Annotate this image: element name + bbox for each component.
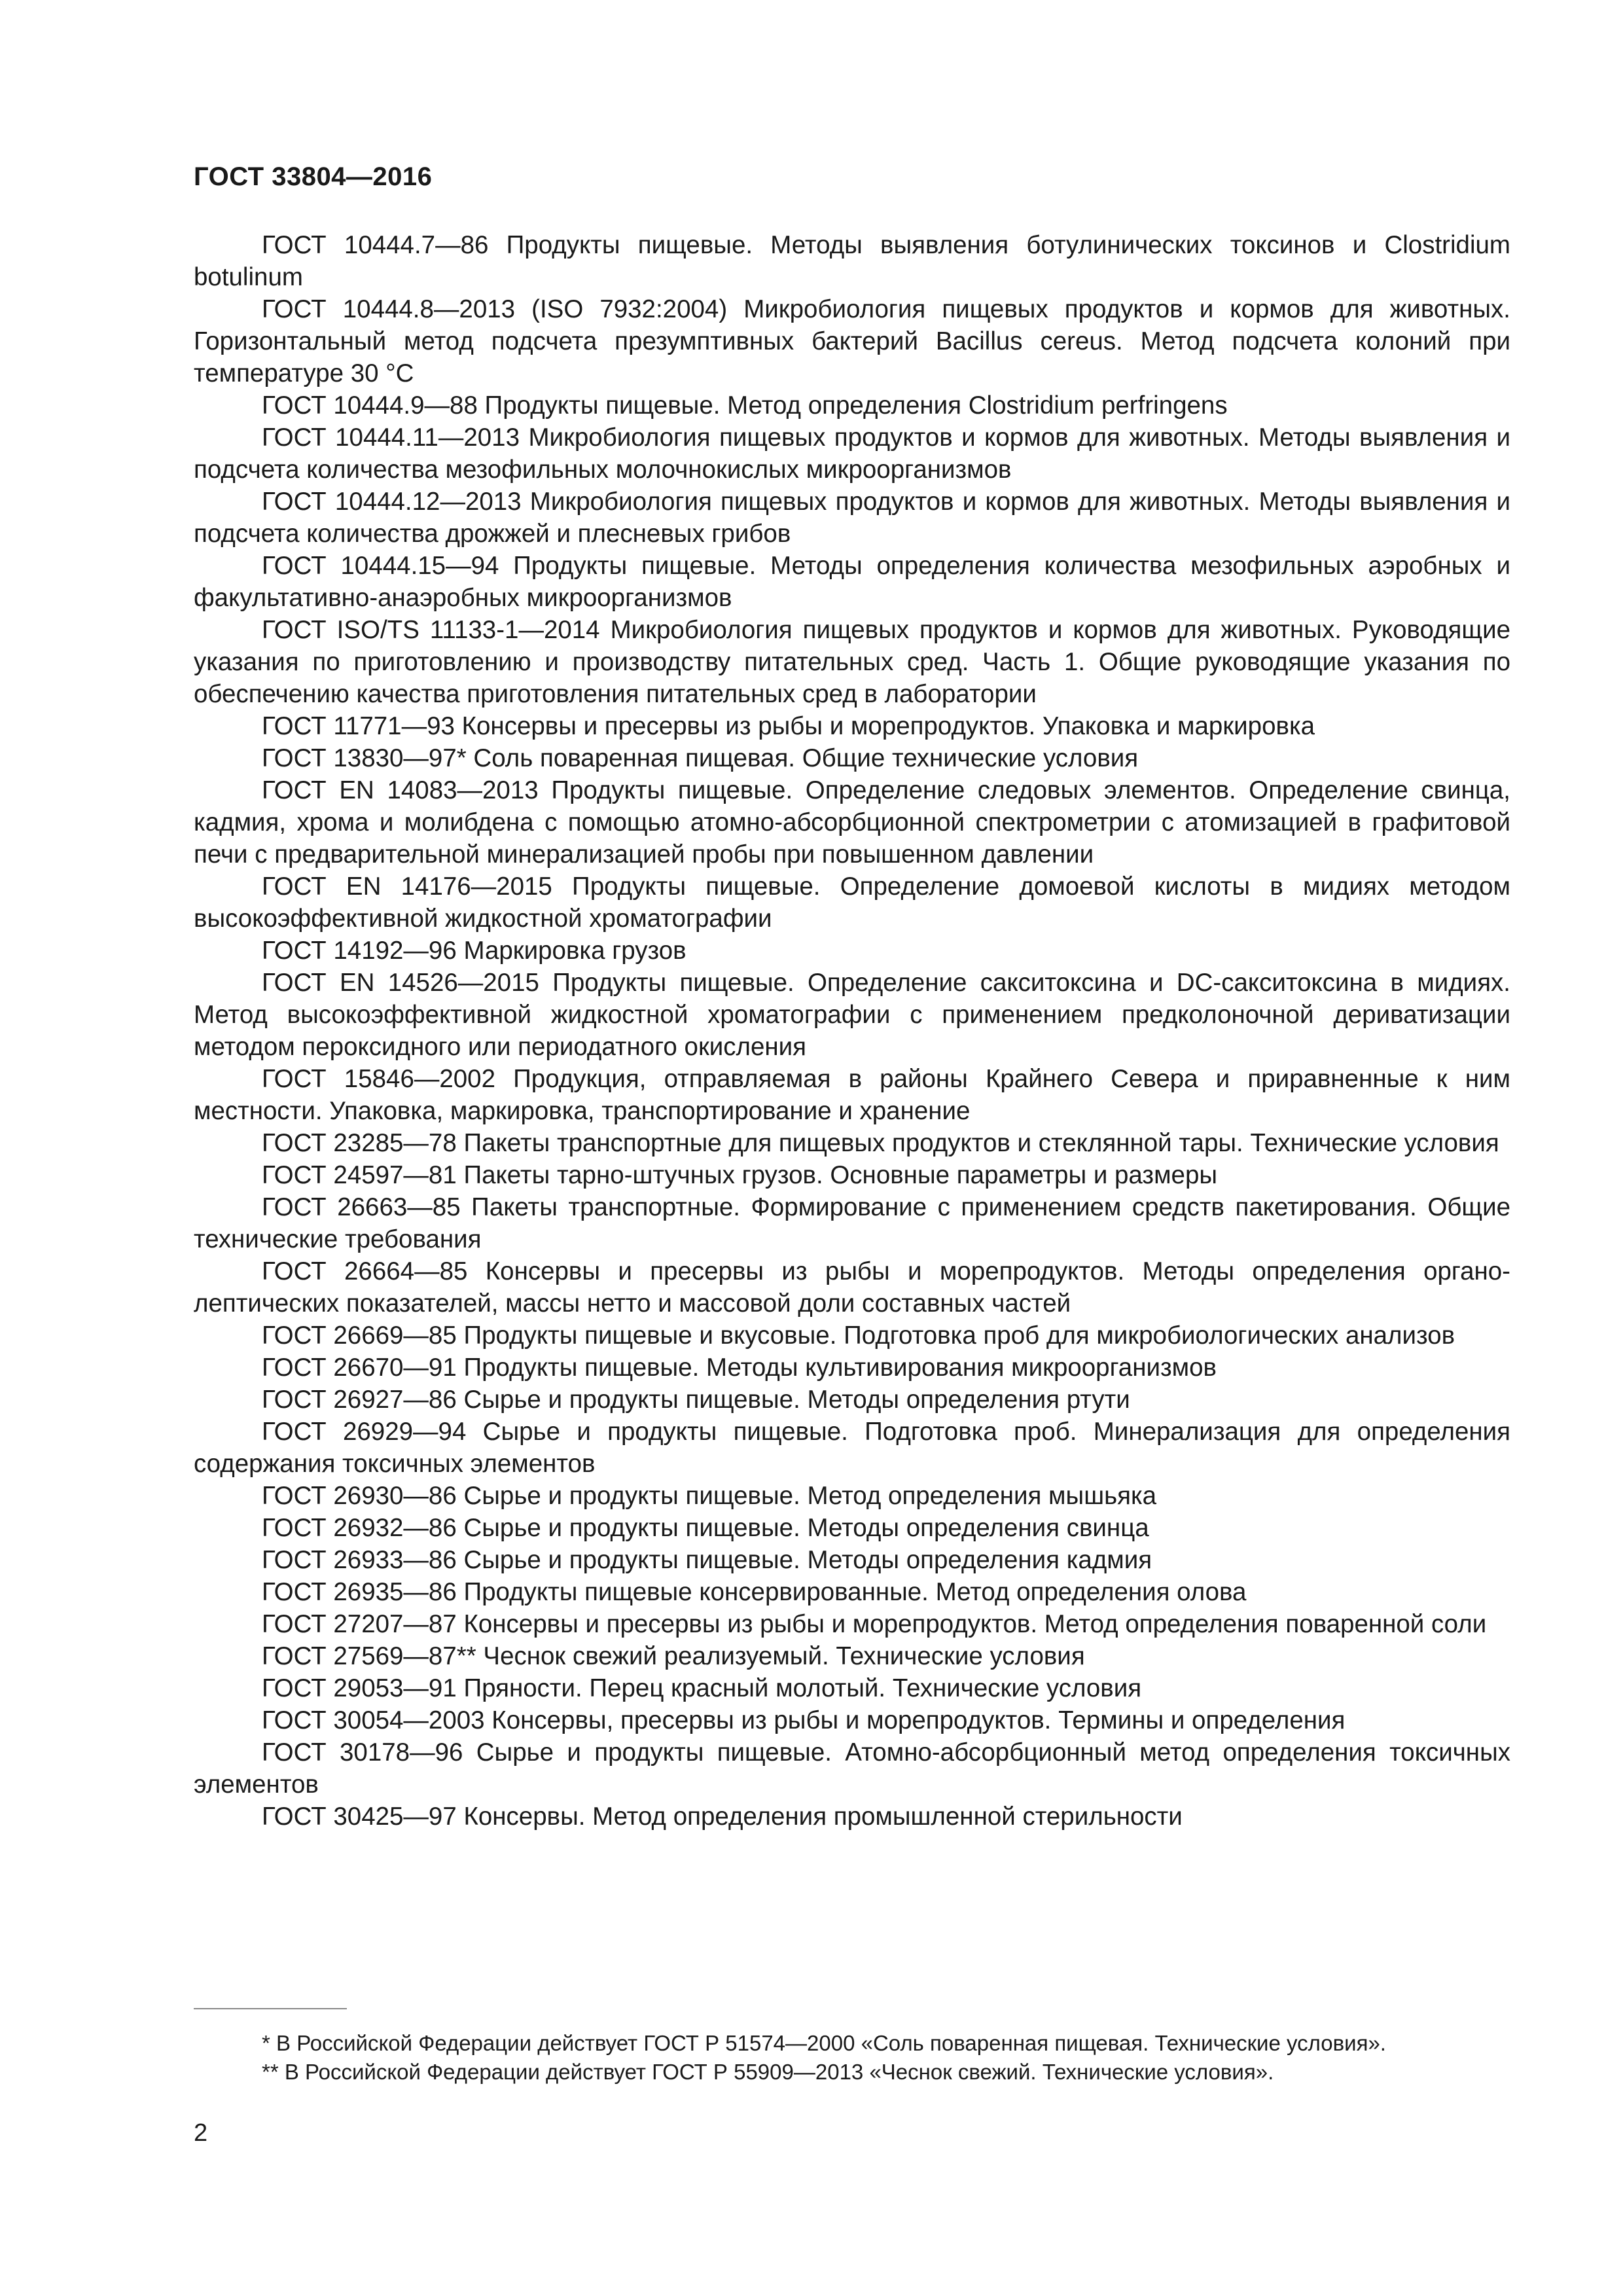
page-number: 2 — [194, 2119, 208, 2147]
reference-item: ГОСТ 10444.9—88 Продукты пищевые. Метод определения Clostridium perfringens — [262, 391, 1228, 420]
reference-item: ГОСТ 26932—86 Сырье и продукты пищевые. Методы определения свинца — [262, 1514, 1149, 1542]
reference-item: ГОСТ EN 14083—2013 Продукты пищевые. Определение следовых элементов. Определение свинца, кадмия, хрома и молибдена с помощью атомно-абсорбционной спектрометрии с атомизацией в графитовой печи с предварительной минерализацией пробы при повышенном давлении — [194, 776, 1510, 869]
reference-item: ГОСТ 30425—97 Консервы. Метод определения промышленной стерильности — [262, 1803, 1183, 1831]
reference-item: ГОСТ 23285—78 Пакеты транспортные для пищевых продуктов и стеклянной тары. Технические условия — [262, 1129, 1499, 1157]
reference-item: ГОСТ 10444.12—2013 Микробиология пищевых продуктов и кормов для животных. Методы выявления и подсчета количества дрожжей и плесневых грибов — [194, 488, 1510, 548]
reference-item: ГОСТ EN 14526—2015 Продукты пищевые. Определение сакситоксина и DC-сакситоксина в мидиях. Метод высокоэффективной жидкостной хроматографии с применением предколоночной дериватизации методом пероксидного или периодатного окисления — [194, 969, 1510, 1061]
reference-item: ГОСТ 10444.8—2013 (ISO 7932:2004) Микробиология пищевых продуктов и кормов для животных. Горизонтальный метод подсчета презумптивных бактерий Bacillus cereus. Метод подсчета колоний при температуре 30 °С — [194, 295, 1510, 387]
footnote-item: * В Российской Федерации действует ГОСТ Р 51574—2000 «Соль поваренная пищевая. Технические условия». — [262, 2031, 1386, 2055]
reference-item: ГОСТ 10444.7—86 Продукты пищевые. Методы выявления ботулинических токсинов и Clostridium botulinum — [194, 231, 1510, 291]
footnote-item: ** В Российской Федерации действует ГОСТ Р 55909—2013 «Чеснок свежий. Технические условия». — [262, 2060, 1274, 2084]
reference-item: ГОСТ 27569—87** Чеснок свежий реализуемый. Технические условия — [262, 1642, 1085, 1670]
footnote-divider — [194, 2008, 347, 2009]
reference-item: ГОСТ 26669—85 Продукты пищевые и вкусовые. Подготовка проб для микробиологических анализов — [262, 1321, 1455, 1350]
reference-item: ГОСТ 26663—85 Пакеты транспортные. Формирование с применением средств пакетирования. Общие технические требования — [194, 1193, 1510, 1253]
document-header: ГОСТ 33804—2016 — [194, 162, 433, 191]
reference-item: ГОСТ 30054—2003 Консервы, пресервы из рыбы и морепродуктов. Термины и определения — [262, 1706, 1346, 1734]
reference-item: ГОСТ 30178—96 Сырье и продукты пищевые. Атомно-абсорбционный метод определения токсичных элементов — [194, 1738, 1510, 1799]
reference-item: ГОСТ 29053—91 Пряности. Перец красный молотый. Технические условия — [262, 1674, 1142, 1702]
reference-item: ГОСТ EN 14176—2015 Продукты пищевые. Определение домоевой кислоты в мидиях методом высокоэффективной жидкостной хроматографии — [194, 872, 1510, 933]
reference-item: ГОСТ 26930—86 Сырье и продукты пищевые. Метод определения мышьяка — [262, 1482, 1157, 1510]
reference-item: ГОСТ 10444.11—2013 Микробиология пищевых продуктов и кормов для животных. Методы выявления и подсчета количества мезофильных молочнокислых микроорганизмов — [194, 423, 1510, 484]
reference-item: ГОСТ 11771—93 Консервы и пресервы из рыбы и морепродуктов. Упаковка и маркировка — [262, 712, 1315, 740]
reference-item: ГОСТ 26670—91 Продукты пищевые. Методы культивирования микроорганизмов — [262, 1354, 1217, 1382]
reference-item: ГОСТ 26935—86 Продукты пищевые консервированные. Метод определения олова — [262, 1578, 1247, 1606]
reference-item: ГОСТ 14192—96 Маркировка грузов — [262, 937, 687, 965]
reference-item: ГОСТ 26664—85 Консервы и пресервы из рыбы и морепродуктов. Методы определения органолептических показателей, массы нетто и массовой доли составных частей — [194, 1257, 1510, 1318]
reference-item: ГОСТ 13830—97* Соль поваренная пищевая. Общие технические условия — [262, 744, 1139, 772]
reference-item: ГОСТ 26927—86 Сырье и продукты пищевые. Методы определения ртути — [262, 1386, 1130, 1414]
reference-item: ГОСТ 26929—94 Сырье и продукты пищевые. Подготовка проб. Минерализация для определения содержания токсичных элементов — [194, 1418, 1510, 1478]
reference-item: ГОСТ 26933—86 Сырье и продукты пищевые. Методы определения кадмия — [262, 1546, 1152, 1574]
normative-references-list — [194, 229, 1510, 1833]
reference-item: ГОСТ 15846—2002 Продукция, отправляемая в районы Крайнего Севера и приравненные к ним местности. Упаковка, маркировка, транспортирование и хранение — [194, 1065, 1510, 1125]
footnotes — [194, 2029, 1510, 2087]
reference-item: ГОСТ 10444.15—94 Продукты пищевые. Методы определения количества мезофильных аэробных и факультативно-анаэробных микроорганизмов — [194, 552, 1510, 612]
reference-item: ГОСТ ISO/TS 11133-1—2014 Микробиология пищевых продуктов и кормов для животных. Руководящие указания по приготовлению и производству питательных сред. Часть 1. Общие руководящие указания по обеспечению качества приготовления питательных сред в лаборатории — [194, 616, 1510, 708]
reference-item: ГОСТ 27207—87 Консервы и пресервы из рыбы и морепродуктов. Метод определения поваренной соли — [262, 1610, 1487, 1638]
reference-item: ГОСТ 24597—81 Пакеты тарно-штучных грузов. Основные параметры и размеры — [262, 1161, 1218, 1189]
